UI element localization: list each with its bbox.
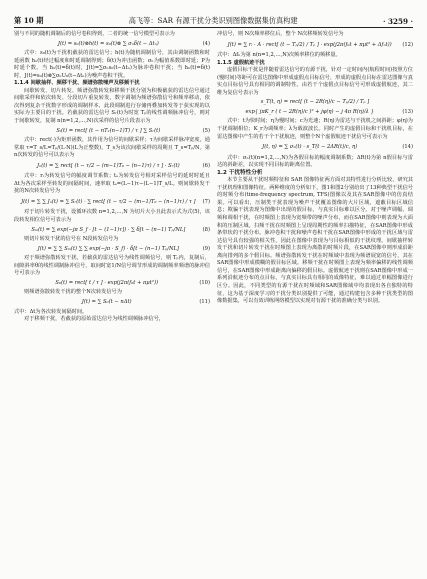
paragraph: 式中：rect(·)为矩形函数，其作用为信号的间歇采样；τ为间歇采样脉冲宽度，通常取 τ=T_s/L=Tₚ/(L·N)(L为正整数)，T_s为该次间歇采样的周期且 T_s=Tₚ/N。第 n次转发的信号可以表示为: [14, 137, 210, 159]
equation-body: exp{ jπK_r ( t − 2R(η)/c )² + jφ(η) − j 4π R(η)/λ }: [245, 108, 374, 115]
equation-number: (9): [202, 245, 210, 252]
section-heading: 1.1.5 虚假航迹干扰: [217, 59, 265, 66]
page-header: [14, 10, 413, 26]
equation-7: [14, 199, 210, 207]
equation-12: [217, 42, 413, 50]
paragraph: 虚假目标干扰是伴随着雷达信号的有源干扰，针对一定时间内(航程时间)按照方位(慢时间)等距可在雷达图像中形成虚假点目标信号，形成的虚假点目标在雷达图像与真实点目标信号具有相同的调制特性。由若干个虚假点目标信号可形成虚假航迹，其二维为复信号表示为: [217, 67, 413, 96]
equation-5: [14, 128, 210, 136]
right-column: [217, 31, 413, 306]
paragraph: 式中：t为快时间；η为慢时间；c为光速；R(η)为雷达与干扰机之间斜距；φ(η)为干扰调制相位；K_r为调频率；λ为载波波长。同时产生的虚假目标和干扰机目标，在雷达图像中产生的若干个干扰航迹，则整个N个虚假航迹干扰信号可表示为: [217, 118, 413, 140]
paragraph: 则切片转发干扰的信号在 N段转发信号为: [24, 236, 119, 243]
equation-6: [14, 163, 210, 171]
paragraph: 式中：Δfₙ为第 n(n=1,2,…,N)次频率移位的频移量。: [217, 52, 341, 59]
equation-body: Jₙ(t) = ∑ rect[ (t − τ/2 − (m−1)T₀ − (n−1)τ) / τ ] · Sᵣ(t): [37, 162, 180, 169]
paragraph: 则频谱弥散转发干扰的整个N次转发信号为: [24, 289, 122, 296]
paragraph: 对于频谱弥散转发干扰，若截获的雷达信号为线性调频信号，则 Tₚ内，复制后，间隙斜率θ的线性调制脉冲信号，取间时宽1/N信号调节形成的调制频率频谱的脉冲信号可表示为: [14, 255, 210, 277]
equation-body: S₀(t) = rect[ t / τ ] · exp(j2π(f₀t + πμt²)): [55, 279, 158, 286]
paragraph: 式中：σₙ(t)(n=1,2,…,N)为各假目标的幅度调制系数；ΔR(t)为第 n假目标与雷达的斜距差，以实现不同目标的距离位置。: [217, 154, 413, 169]
equation-number: (8): [202, 226, 210, 233]
equation-body: J(t) = ∑ ∑ Jₙ(t) = ∑ Sᵣ(t) · ∑ rect[ (t − τ/2 − (m−1)T₀ − (n−1)τ) / τ ]: [21, 198, 196, 205]
equation-body: J(t) = ∑ rᵢ · A · rect[ (t − Tₚ/2) / Tₚ ] · exp(j2π(f₀t + πμt² + Δfₙt)): [227, 41, 392, 48]
equation-9: [14, 246, 210, 254]
equation-number: (7): [202, 198, 210, 205]
equation-number: (14): [402, 144, 413, 151]
equation-body: J(t) = ∑ S₀(t − nΔt): [81, 298, 132, 305]
section-heading: 1.1.4 间歇抽样、频移干扰、频谱弥散噪声及移频干扰: [14, 80, 140, 87]
equation-number: (4): [202, 40, 210, 47]
paragraph: 本节主要从干扰时频特征和 SAR 图像特征两方面对其特性进行分析比较，研究其干扰机理和图像特征。两种维度的分析如下，图1和图2分别给出了13种典型干扰信号的时频分布(time-frequency spectrum, TFS)图像以及其在SAR图像中的仿真结果。可以看出，压制类干扰表现为噪声干扰覆盖图像的大片区域，遮蔽目标区域信息；欺骗干扰表现为图像中出现的假目标，与真实目标难以区分。对于噪声调幅、调频和调相干扰，在时频图上表现为宽频带的噪声分布，而在SAR图像中则表现为大面积的压制区域。扫频干扰在时频图上呈现周期性的频率扫描特征，在SAR图像中形成条带状的干扰分布。脉冲卷积干扰和噪声卷积干扰在SAR图像中形成的干扰区域与雷达信号具有较强的相关性，因此在图像中表现为与目标相似的干扰纹理。间歇抽样转发干扰和切片转发干扰在时频图上表现为离散的时频片段，在SAR图像中则形成沿距离向排列的多个假目标。频谱弥散转发干扰在时频域中表现为频谱展宽的信号，其在SAR图像中形成模糊的假目标区域。移频干扰在时频图上表现为频率偏移的线性调频信号，在SAR图像中形成距离向偏移的假目标。虚假航迹干扰则在SAR图像中形成一系列沿航迹分布的点目标，与真实目标具有相同的成像特征，难以通过单幅图像进行区分。因此，不同类型的有源干扰在时频域和SAR图像域中均表现出各自独特的特征，这为基于深度学习的干扰分类识别提供了可能，通过构建包含多种干扰类型的图像数据集，可以有效训练网络模型以实现对有源干扰的准确分类与识别。: [217, 177, 413, 305]
equation-8: [14, 227, 210, 235]
equation-number: (11): [199, 298, 210, 305]
page-number: · 3259 ·: [382, 17, 413, 26]
paragraph: 别与不同的随机调制后的信号卷积得到，二者的统一信号模型可表示为: [14, 31, 175, 37]
equation-number: (13): [402, 108, 413, 115]
equation-4: [14, 41, 210, 49]
equation-body: s_T(t, η) = rect[ (t − 2R(η)/c − Tₚ/2) / Tₚ ]: [260, 99, 370, 106]
running-title: 高飞等：SAR 有源干扰分类识别图像数据集仿真构建: [128, 16, 298, 25]
equation-number: (10): [199, 279, 210, 286]
paragraph: 式中：rᵢ为转发信号的幅度调节系数；tₑ为转发信号相对采样信号的延时时延且 Δt为各次采样至转发的间隔时间，速率取 tₑ=(L−1)τ−(L−1)T_s/L。则间歇转发干扰的N次转发信号为: [14, 173, 210, 195]
paragraph: 对于移频干扰，若截获的原始雷达信号为线性调频脉冲信号，: [24, 316, 165, 323]
paragraph: 式中：s₀(t)为干扰机截获的雷达信号；h(t)为随机调制信号，其由调制函数和时延函数 hₙ(t)经过幅度和时延调制得到；δ(t)为冲击函数；σₙ为幅值系数即时延；P为时延个数。当 hₙ(t)=δ(t)时，J(t)=∑σₙs₀(t−Δtₙ)为脉冲卷积干扰；当 hₙ(t)=δ(t)时，J(t)=s₀(t)⊗∑σₙU₀(t−Δtₙ)为噪声卷积干扰。: [14, 50, 210, 79]
equation-body: Sᵢ(t) = rect[ (t − nT₂(n−1)T) / τ ] ∑ Sᵣ(t): [56, 127, 161, 134]
left-column: [14, 31, 210, 324]
equation-number: (5): [202, 127, 210, 134]
equation-body: J(t) = s₀(t)⊗h(t) = s₀(t)⊗ ∑ σₙδ(t − Δtₙ): [57, 40, 159, 47]
paragraph: 冲信号，则 N次频率移位后，整个 N次移频转发信号为: [217, 31, 344, 37]
equation-body: J(t) = ∑ ∑ Sᵢₙ(t) ∑ ∑ exp(−jπ · S_f) · δ[t − (n−1) Tₚ/NL]: [37, 245, 179, 252]
header-rule: [14, 27, 413, 28]
paragraph: 对于切片转发干扰，设循环次数 n=1,2,…,N 为切片大小且此表示式为式(5)，该段转发相位信号可表示为: [14, 209, 210, 224]
equation-number: (12): [402, 41, 413, 48]
paragraph: 式中：Δt为各次转发间隔时间。: [14, 308, 88, 315]
equation-10: [14, 280, 210, 288]
section-heading: 1.2 干扰特性分析: [217, 169, 263, 176]
issue-number: 第 10 期: [14, 16, 44, 25]
paragraph: 间歇转发、切片转发、频谱弥散转发和移频干扰分别为积极截获的雷达信号通过间歇采样和依次转发、分段切片重复转发，数字调制为频谱弥散信号和频率移动，依次得到复杂干扰数字形成的调制样本，此段调制进行存储再叠加转发等于获实现的以实际为主要目的干扰。若截获的雷达信号 Sᵣ(t)为时宽 Tₚ的线性调频脉冲信号，则对于间歇转发，复制 n(n=1,2,…,N)次采样的信号片段表示为: [14, 87, 210, 125]
equation-number: (6): [202, 162, 210, 169]
equation-13b: [217, 109, 413, 117]
equation-14: [217, 144, 413, 152]
equation-11: [14, 299, 210, 307]
equation-body: Sᵢₙ(t) = ∑ exp(−jπ S_f · [t − (1−1)τ]) · ∑ δ[t − (n−1) Tₚ/NL]: [31, 226, 186, 233]
equation-body: J(t, η) = ∑ σₙ(t) · s_T(t − 2ΔR(t)/c, η): [262, 144, 358, 151]
equation-13a: [217, 99, 413, 107]
